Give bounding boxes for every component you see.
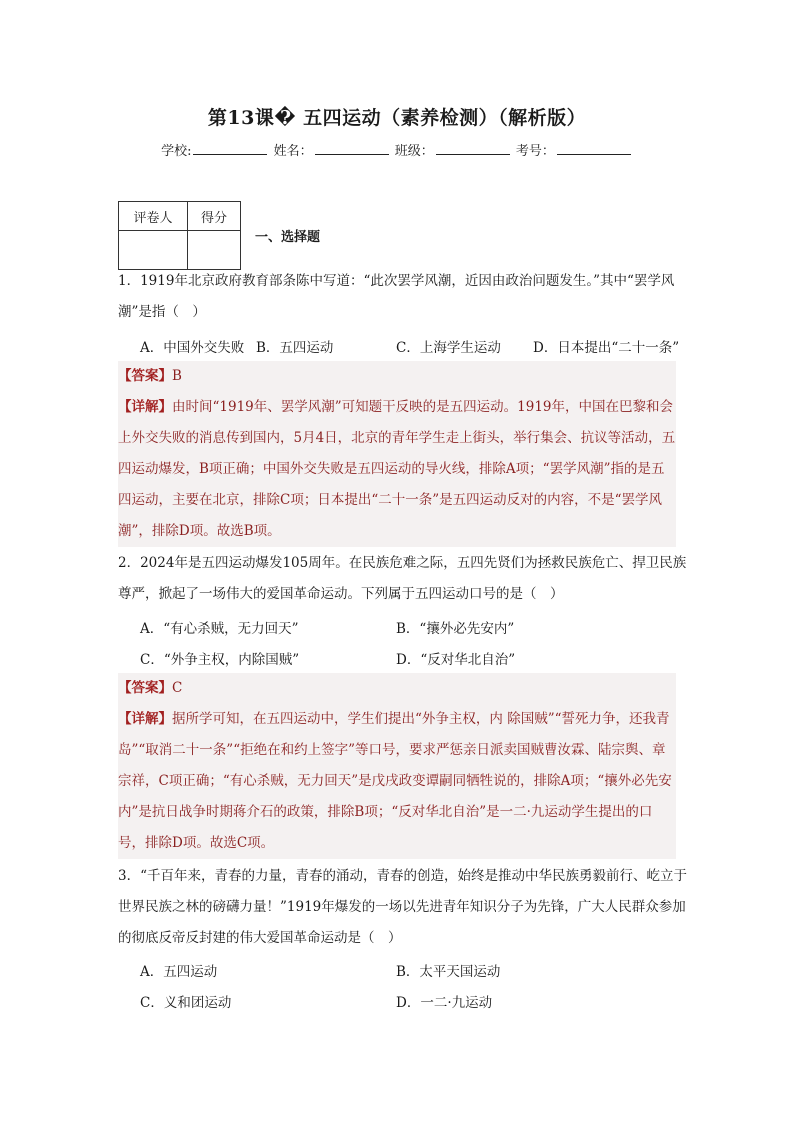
question-1-text: 1．1919年北京政府教育部条陈中写道：“此次罢学风潮，近因由政治问题发生。”其中“罢学风潮”是指（ ） (118, 273, 675, 320)
name-label: 姓名： (273, 144, 313, 159)
q3-option-d: D．一二·九运动 (396, 995, 493, 1011)
score-header: 得分 (188, 202, 241, 231)
student-info-line (0, 140, 794, 159)
q1-option-d: D．日本提出“二十一条” (533, 340, 680, 356)
question-2-text: 2．2024年是五四运动爆发105周年。在民族危难之际，五四先贤们为拯救民族危亡、捍卫民族尊严，掀起了一场伟大的爱国革命运动。下列属于五四运动口号的是（ ） (118, 555, 687, 602)
school-blank[interactable] (193, 142, 267, 155)
q1-answer-block (118, 361, 676, 547)
exam-no-label: 考号： (515, 144, 555, 159)
q2-detail-text: 据所学可知，在五四运动中，学生们提出“外争主权，内 除国贼”“誓死力争，还我青岛”“取消二十一条”“拒绝在和约上签字”等口号，要求严惩亲日派卖国贼曹汝霖、陆宗舆、章宗祥，C项正确；“有心杀贼，无力回天”是戊戌政变谭嗣同牺牲说的，排除A项；“攘外必先安内”是抗日战争时期蒋介石的政策，排除B项；“反对华北自治”是一二·九运动学生提出的口号，排除D项。故选C项。 (118, 711, 672, 851)
q2-option-b: B．“攘外必先安内” (396, 621, 515, 637)
grader-header: 评卷人 (119, 202, 188, 231)
class-label: 班级： (394, 144, 434, 159)
q2-option-d: D．“反对华北自治” (396, 652, 516, 668)
page-title: 第13课� 五四运动（素养检测）（解析版） (207, 107, 587, 129)
name-blank[interactable] (315, 142, 389, 155)
class-blank[interactable] (436, 142, 510, 155)
q3-option-c: C．义和团运动 (140, 995, 232, 1011)
q1-option-a: A．中国外交失败 (140, 340, 245, 356)
q1-detail-tag: 【详解】 (118, 399, 172, 415)
score-table (118, 201, 241, 270)
question-3-text: 3．“千百年来，青春的力量，青春的涌动，青春的创造，始终是推动中华民族勇毅前行、屹立于世界民族之林的磅礴力量！”1919年爆发的一场以先进青年知识分子为先锋，广大人民群众参加的彻底反帝反封建的伟大爱国革命运动是（ ） (118, 868, 687, 946)
grader-cell[interactable] (119, 231, 188, 270)
q1-option-b: B．五四运动 (256, 340, 334, 356)
school-label: 学校: (161, 144, 192, 159)
q2-detail-tag: 【详解】 (118, 711, 172, 727)
q2-option-a: A．“有心杀贼，无力回天” (140, 621, 299, 637)
score-cell[interactable] (188, 231, 241, 270)
q3-option-a: A．五四运动 (140, 964, 218, 980)
q2-answer-tag: 【答案】 (118, 680, 172, 696)
q2-answer-value: C (172, 680, 183, 696)
q1-detail-text: 由时间“1919年、罢学风潮”可知题干反映的是五四运动。1919年，中国在巴黎和会上外交失败的消息传到国内，5月4日，北京的青年学生走上街头，举行集会、抗议等活动，五四运动爆发，B项正确；中国外交失败是五四运动的导火线，排除A项；“罢学风潮”指的是五四运动，主要在北京，排除C项；日本提出“二十一条”是五四运动反对的内容，不是“罢学风潮”，排除D项。故选B项。 (118, 399, 676, 539)
q1-option-c: C．上海学生运动 (396, 340, 501, 356)
q2-answer-block (118, 673, 676, 859)
section-title: 一、选择题 (255, 230, 321, 245)
q2-option-c: C．“外争主权，内除国贼” (140, 652, 300, 668)
q1-answer-value: B (172, 368, 182, 384)
q1-answer-tag: 【答案】 (118, 368, 172, 384)
q3-option-b: B．太平天国运动 (396, 964, 501, 980)
exam-no-blank[interactable] (557, 142, 631, 155)
